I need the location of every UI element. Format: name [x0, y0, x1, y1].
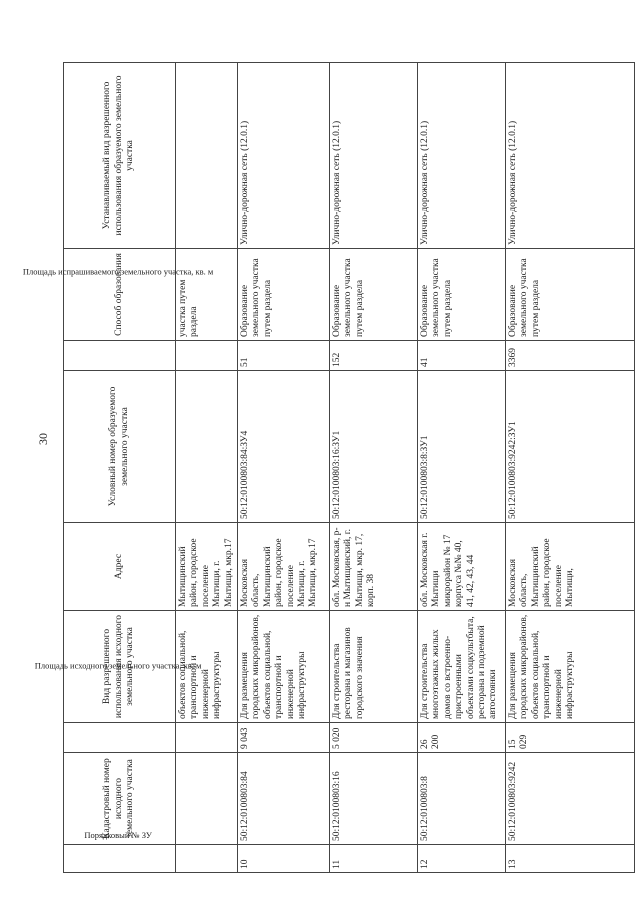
cell-cadastral: 50:12:0100803:9242 [505, 753, 634, 845]
header-cond-num: Условный номер образуемого земельного участка [64, 371, 176, 523]
cell-cadastral: 50:12:0100803:8 [417, 753, 505, 845]
table-row [505, 63, 634, 873]
table-header-row [64, 63, 176, 873]
header-method: Способ образования [64, 249, 176, 341]
cell-use-new: Улично-дорожная сеть (12.0.1) [237, 63, 329, 249]
cell-num: 12 [417, 845, 505, 873]
cell-cond-num [176, 371, 238, 523]
cell-cond-num: 50:12:0100803:84:ЗУ4 [237, 371, 329, 523]
cell-num: 13 [505, 845, 634, 873]
header-use-new: Устанавливаемый вид разрешенного использования образуемого земельного участка [64, 63, 176, 249]
cell-use-source: объектов социальной, транспортной и инженерной инфраструктуры [176, 611, 238, 723]
table-row [237, 63, 329, 873]
cell-method: Образование земельного участка путем раздела [237, 249, 329, 341]
cell-num: 11 [329, 845, 417, 873]
cell-area-source: 5 020 [329, 723, 417, 753]
cell-use-source: Для строительства многоэтажных жилых домов со встроенно-пристроенными объектами соцкультбыта, ресторана и подземной автостоянки [417, 611, 505, 723]
cell-use-source: Для строительства ресторана и магазинов городского значения [329, 611, 417, 723]
cell-use-new: Улично-дорожная сеть (12.0.1) [329, 63, 417, 249]
cell-method: Образование земельного участка путем раздела [417, 249, 505, 341]
cell-use-new: Улично-дорожная сеть (12.0.1) [417, 63, 505, 249]
cell-method: Образование земельного участка путем раздела [329, 249, 417, 341]
cell-cond-num: 50:12:0100803:8:ЗУ1 [417, 371, 505, 523]
cell-address: обл. Московская, р-н Мытищинский, г. Мытищи, мкр. 17, корп. 38 [329, 523, 417, 611]
cell-num: 10 [237, 845, 329, 873]
cell-address: Московская область, Мытищинский район, городское поселение Мытищи, [505, 523, 634, 611]
cell-area-new: 51 [237, 341, 329, 371]
cell-method: Образование земельного участка путем раздела [505, 249, 634, 341]
header-address: Адрес [64, 523, 176, 611]
cell-cadastral: 50:12:0100803:16 [329, 753, 417, 845]
cell-cond-num: 50:12:0100803:9242:ЗУ1 [505, 371, 634, 523]
table-row-continuation [176, 63, 238, 873]
cell-cadastral: 50:12:0100803:84 [237, 753, 329, 845]
cell-address: Московская область, Мытищинский район, городское поселение Мытищи, г. Мытищи, мкр.17 [237, 523, 329, 611]
header-num: Порядковый № ЗУ [64, 845, 176, 873]
cell-address: обл. Московская г. Мытищи микрорайон № 17 корпуса №№ 40, 41, 42, 43, 44 [417, 523, 505, 611]
cell-use-source: Для размещения городских микрорайонов, объектов социальной, транспортной и инженерной инфраструктуры [505, 611, 634, 723]
cell-use-new [176, 63, 238, 249]
cell-area-new: 41 [417, 341, 505, 371]
header-cadastral: Кадастровый номер исходного земельного участка [64, 753, 176, 845]
cell-area-source [176, 723, 238, 753]
header-use-source: Вид разрешенного использования исходного земельного участка [64, 611, 176, 723]
cell-area-source: 9 043 [237, 723, 329, 753]
cell-area-source: 26 200 [417, 723, 505, 753]
cell-area-new: 152 [329, 341, 417, 371]
header-area-source: Площадь исходного земельного участка, кв. м [64, 723, 176, 753]
header-area-new: Площадь испрашиваемого земельного участка, кв. м [64, 341, 176, 371]
cell-cond-num: 50:12:0100803:16:ЗУ1 [329, 371, 417, 523]
cell-use-source: Для размещения городских микрорайонов, объектов социальной, транспортной и инженерной инфраструктуры [237, 611, 329, 723]
table-row [329, 63, 417, 873]
cell-method: участка путем раздела [176, 249, 238, 341]
cell-address: Мытищинский район, городское поселение Мытищи, г. Мытищи, мкр.17 [176, 523, 238, 611]
cell-area-new [176, 341, 238, 371]
cell-area-source: 15 029 [505, 723, 634, 753]
table-row [417, 63, 505, 873]
page-number: 30 [36, 433, 50, 445]
cell-num [176, 845, 238, 873]
cell-cadastral [176, 753, 238, 845]
cell-area-new: 3369 [505, 341, 634, 371]
cell-use-new: Улично-дорожная сеть (12.0.1) [505, 63, 634, 249]
